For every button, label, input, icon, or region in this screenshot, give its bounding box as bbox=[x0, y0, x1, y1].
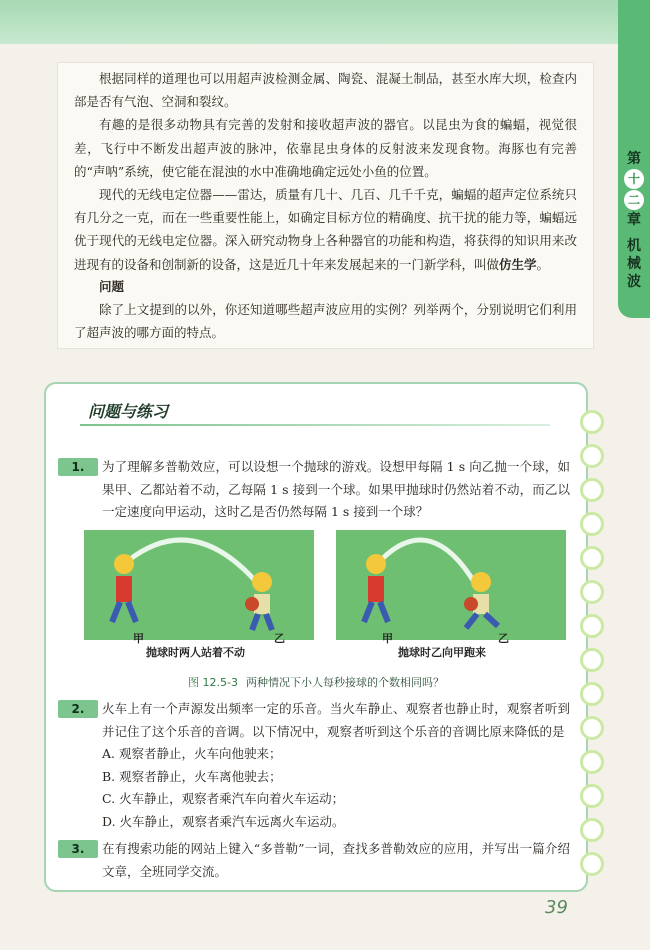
question-heading: 问题 bbox=[99, 278, 125, 294]
chapter-suffix: 章 bbox=[627, 212, 641, 228]
option-c: C. 火车静止，观察者乘汽车向着火车运动； bbox=[102, 791, 345, 806]
figure-right-running bbox=[336, 530, 566, 640]
binder-ring-icon bbox=[580, 546, 604, 570]
chapter-title-char-1: 机 bbox=[627, 238, 641, 254]
binder-ring-icon bbox=[580, 648, 604, 672]
binder-ring-icon bbox=[580, 410, 604, 434]
binder-ring-icon bbox=[580, 682, 604, 706]
reading-paragraph-1: 根据同样的道理也可以用超声波检测金属、陶瓷、混凝土制品，甚至水库大坝，检查内部是否有气泡、空洞和裂纹。 bbox=[74, 71, 577, 110]
figure-caption-text: 两种情况下小人每秒接球的个数相同吗？ bbox=[245, 676, 444, 689]
figure-right-label-yi: 乙 bbox=[498, 632, 509, 645]
question-3-text: 在有搜索功能的网站上键入“多普勒”一词，查找多普勒效应的应用，并写出一篇介绍文章，全班同学交流。 bbox=[102, 841, 570, 879]
figure-left-label-yi: 乙 bbox=[274, 632, 285, 645]
exercise-title: 问题与练习 bbox=[88, 402, 169, 421]
question-1-number: 1. bbox=[58, 458, 98, 476]
chapter-title-char-2: 械 bbox=[627, 256, 641, 272]
figure-right-illustration bbox=[336, 530, 566, 640]
reading-question: 除了上文提到的以外，你还知道哪些超声波应用的实例？列举两个，分别说明它们利用了超声波的哪方面的特点。 bbox=[74, 301, 577, 341]
page-number: 39 bbox=[545, 897, 568, 918]
key-term-bionics: 仿生学 bbox=[499, 256, 537, 272]
reading-paragraph-3-text: 现代的无线电定位器——雷达，质量有几十、几百、几千千克，蝙蝠的超声定位系统只有几分之一克，而在一些重要性能上，如确定目标方位的精确度、抗干扰的能力等，蝙蝠远优于现代的无线电定位器。深入研究动物身上各种器官的功能和构造，将获得的知识用来改进现有的设备和创制新的设备，这是近几十年来发展起来的一门新学科，叫做 bbox=[74, 187, 577, 272]
binder-ring-icon bbox=[580, 478, 604, 502]
chapter-label bbox=[618, 150, 650, 291]
figure-left-standing bbox=[84, 530, 314, 640]
question-1-text: 为了理解多普勒效应，可以设想一个抛球的游戏。设想甲每隔 1 s 向乙抛一个球，如果甲、乙都站着不动，乙每隔 1 s 接到一个球。如果甲抛球时仍然站着不动，而乙以一定速度向甲运动，这时乙是否仍然每隔 1 s 接到一个球？ bbox=[102, 459, 570, 519]
option-b: B. 观察者静止，火车离他驶去； bbox=[102, 768, 282, 784]
binder-ring-icon bbox=[580, 716, 604, 740]
figure-left-illustration bbox=[84, 530, 314, 640]
option-a: A. 观察者静止，火车向他驶来； bbox=[102, 746, 282, 761]
exercise-header bbox=[46, 396, 586, 426]
figure-left-label-jia: 甲 bbox=[133, 632, 144, 645]
question-2-block bbox=[102, 698, 570, 833]
question-2-number: 2. bbox=[58, 700, 98, 718]
figure-right-label-jia: 甲 bbox=[382, 632, 393, 645]
figure-right-caption: 抛球时乙向甲跑来 bbox=[398, 646, 486, 659]
figure-number: 图 12.5-3 bbox=[188, 676, 238, 689]
binder-ring-icon bbox=[580, 512, 604, 536]
question-2-text: 火车上有一个声源发出频率一定的乐音。当火车静止、观察者也静止时，观察者听到并记住了这个乐音的音调。以下情况中，观察者听到这个乐音的音调比原来降低的是 bbox=[102, 701, 570, 739]
reading-paragraph-3 bbox=[58, 183, 593, 276]
binder-ring-icon bbox=[580, 580, 604, 604]
exercise-panel bbox=[44, 382, 588, 892]
chapter-prefix: 第 bbox=[627, 151, 641, 167]
binder-ring-icon bbox=[580, 444, 604, 468]
chapter-number-1: 十 bbox=[624, 169, 644, 189]
top-decorative-band bbox=[0, 0, 618, 44]
figure-left-caption: 抛球时两人站着不动 bbox=[146, 646, 245, 659]
figure-caption bbox=[46, 674, 586, 690]
chapter-title-char-3: 波 bbox=[627, 274, 641, 290]
chapter-number-2: 二 bbox=[624, 190, 644, 210]
reading-paragraph-2: 有趣的是很多动物具有完善的发射和接收超声波的器官。以昆虫为食的蝙蝠，视觉很差，飞行中不断发出超声波的脉冲，依靠昆虫身体的反射波来发现食物。海豚也有完善的“声呐”系统，使它能在混浊的水中准确地确定远处小鱼的位置。 bbox=[74, 117, 577, 179]
binder-ring-icon bbox=[580, 614, 604, 638]
reading-text-box bbox=[58, 63, 593, 348]
reading-paragraph-3-end: 。 bbox=[536, 256, 550, 272]
binder-ring-icon bbox=[580, 818, 604, 842]
binder-ring-icon bbox=[580, 784, 604, 808]
title-underline bbox=[80, 424, 550, 426]
option-d: D. 火车静止，观察者乘汽车远离火车运动。 bbox=[102, 813, 345, 829]
binder-rings bbox=[574, 410, 612, 900]
chapter-side-tab bbox=[618, 0, 650, 318]
binder-ring-icon bbox=[580, 852, 604, 876]
question-3-number: 3. bbox=[58, 840, 98, 858]
binder-ring-icon bbox=[580, 750, 604, 774]
